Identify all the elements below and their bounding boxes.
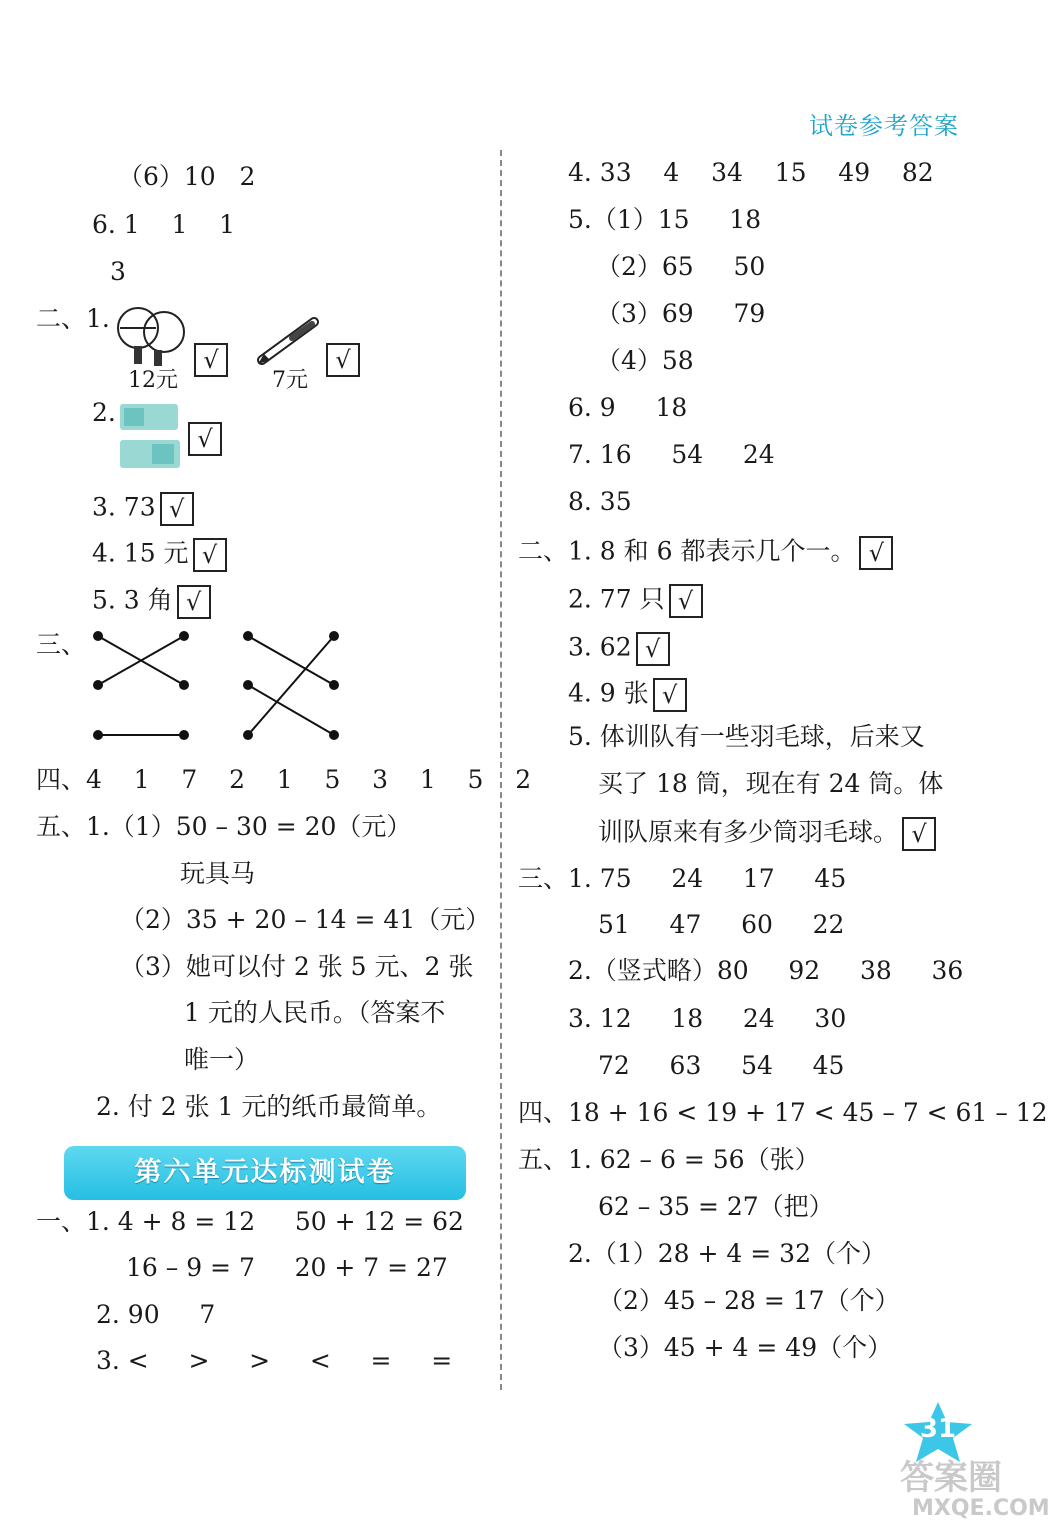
answer-line: 6. 9 18 [568,393,688,422]
watermark-url: MXQE.COM [912,1496,1050,1521]
answer-line: 5.（1）15 18 [568,205,762,234]
answer-line: 7. 16 54 24 [568,440,775,469]
answer-line [568,584,703,618]
check-mark: √ [669,584,703,618]
section-label: 三、 [36,630,87,659]
answer-line: 1 元的人民币。（答案不 [184,998,446,1027]
matching-lines-diagram [90,628,350,743]
answer-text: 3. 62 [568,632,632,662]
section-label: 二、1. [36,304,110,333]
answer-line: 四、18 + 16 < 19 + 17 < 45 – 7 < 61 – 12 [518,1098,1048,1127]
check-box [322,343,360,377]
answer-line: 唯一） [184,1045,260,1074]
answer-text: 训队原来有多少筒羽毛球。 [598,817,899,847]
answer-line: 16 – 9 = 7 20 + 7 = 27 [126,1253,448,1282]
check-box [190,343,228,377]
answer-line: 62 – 35 = 27（把） [598,1192,834,1221]
answer-text: 5. 3 角 [92,585,173,615]
check-mark: √ [177,585,211,619]
answer-line [518,536,893,570]
price-label: 12元 [128,368,178,393]
answer-line: 51 47 60 22 [598,910,845,939]
check-mark: √ [194,343,228,377]
answer-line [568,632,670,666]
check-mark: √ [193,538,227,572]
answer-line: （2）35 + 20 – 14 = 41（元） [120,905,491,934]
answer-line: 8. 35 [568,487,632,516]
answer-line: 一、1. 4 + 8 = 12 50 + 12 = 62 [36,1207,464,1236]
check-mark: √ [859,536,893,570]
check-mark: √ [636,632,670,666]
page-header-title: 试卷参考答案 [809,112,959,140]
answer-text: 3. 73 [92,492,156,522]
answer-line: 2.（竖式略）80 92 38 36 [568,956,964,985]
pen-icon [256,314,322,366]
page-number: 31 [919,1414,957,1444]
watermark-logo: 答案圈 [900,1458,1002,1498]
check-mark: √ [653,678,687,712]
answer-line: 2. 付 2 张 1 元的纸币最简单。 [96,1092,442,1121]
answer-text: 4. 9 张 [568,678,649,708]
check-box [184,422,222,456]
answer-line: 3. < > > < = = [96,1346,453,1375]
answer-line [568,678,687,712]
answer-line: （3）69 79 [596,299,766,328]
check-mark: √ [902,817,936,851]
answer-line: 3. 12 18 24 30 [568,1004,847,1033]
answer-line: 4. 33 4 34 15 49 82 [568,158,934,187]
answer-line: 四、4 1 7 2 1 5 3 1 5 2 [36,765,532,794]
check-mark: √ [326,343,360,377]
answer-line: 玩具马 [180,859,256,888]
answer-line: （2）45 – 28 = 17（个） [598,1286,900,1315]
answer-line [598,817,936,851]
banknotes-image [118,402,182,472]
answer-line: （4）58 [596,346,694,375]
answer-line: 6. 1 1 1 [92,210,236,239]
answer-line: 五、1.（1）50 – 30 = 20（元） [36,812,412,841]
answer-line: 5. 体训队有一些羽毛球，后来又 [568,722,925,751]
ping-pong-paddles-icon [116,304,188,368]
answer-text: 4. 15 元 [92,538,189,568]
answer-line: （3）45 + 4 = 49（个） [598,1333,893,1362]
answer-line: 买了 18 筒，现在有 24 筒。体 [598,769,944,798]
check-mark: √ [160,492,194,526]
answer-line [92,538,227,572]
answer-line [92,492,194,526]
answer-line: 2.（1）28 + 4 = 32（个） [568,1239,886,1268]
price-label: 7元 [272,368,308,393]
answer-line: （6）10 2 [118,162,256,191]
answer-line: 三、1. 75 24 17 45 [518,864,847,893]
check-mark: √ [188,422,222,456]
answer-line: 72 63 54 45 [598,1051,845,1080]
answer-line: 2. 90 7 [96,1300,216,1329]
answer-line: （3）她可以付 2 张 5 元、2 张 [120,952,474,981]
answer-line: 五、1. 62 – 6 = 56（张） [518,1145,820,1174]
unit-six-test-banner: 第六单元达标测试卷 [64,1146,466,1200]
answer-line: 3 [110,257,126,286]
answer-line: （2）65 50 [596,252,766,281]
answer-text: 二、1. 8 和 6 都表示几个一。 [518,536,856,566]
answer-line [92,585,211,619]
answer-text: 2. 77 只 [568,584,665,614]
answer-line: 2. [92,398,116,427]
